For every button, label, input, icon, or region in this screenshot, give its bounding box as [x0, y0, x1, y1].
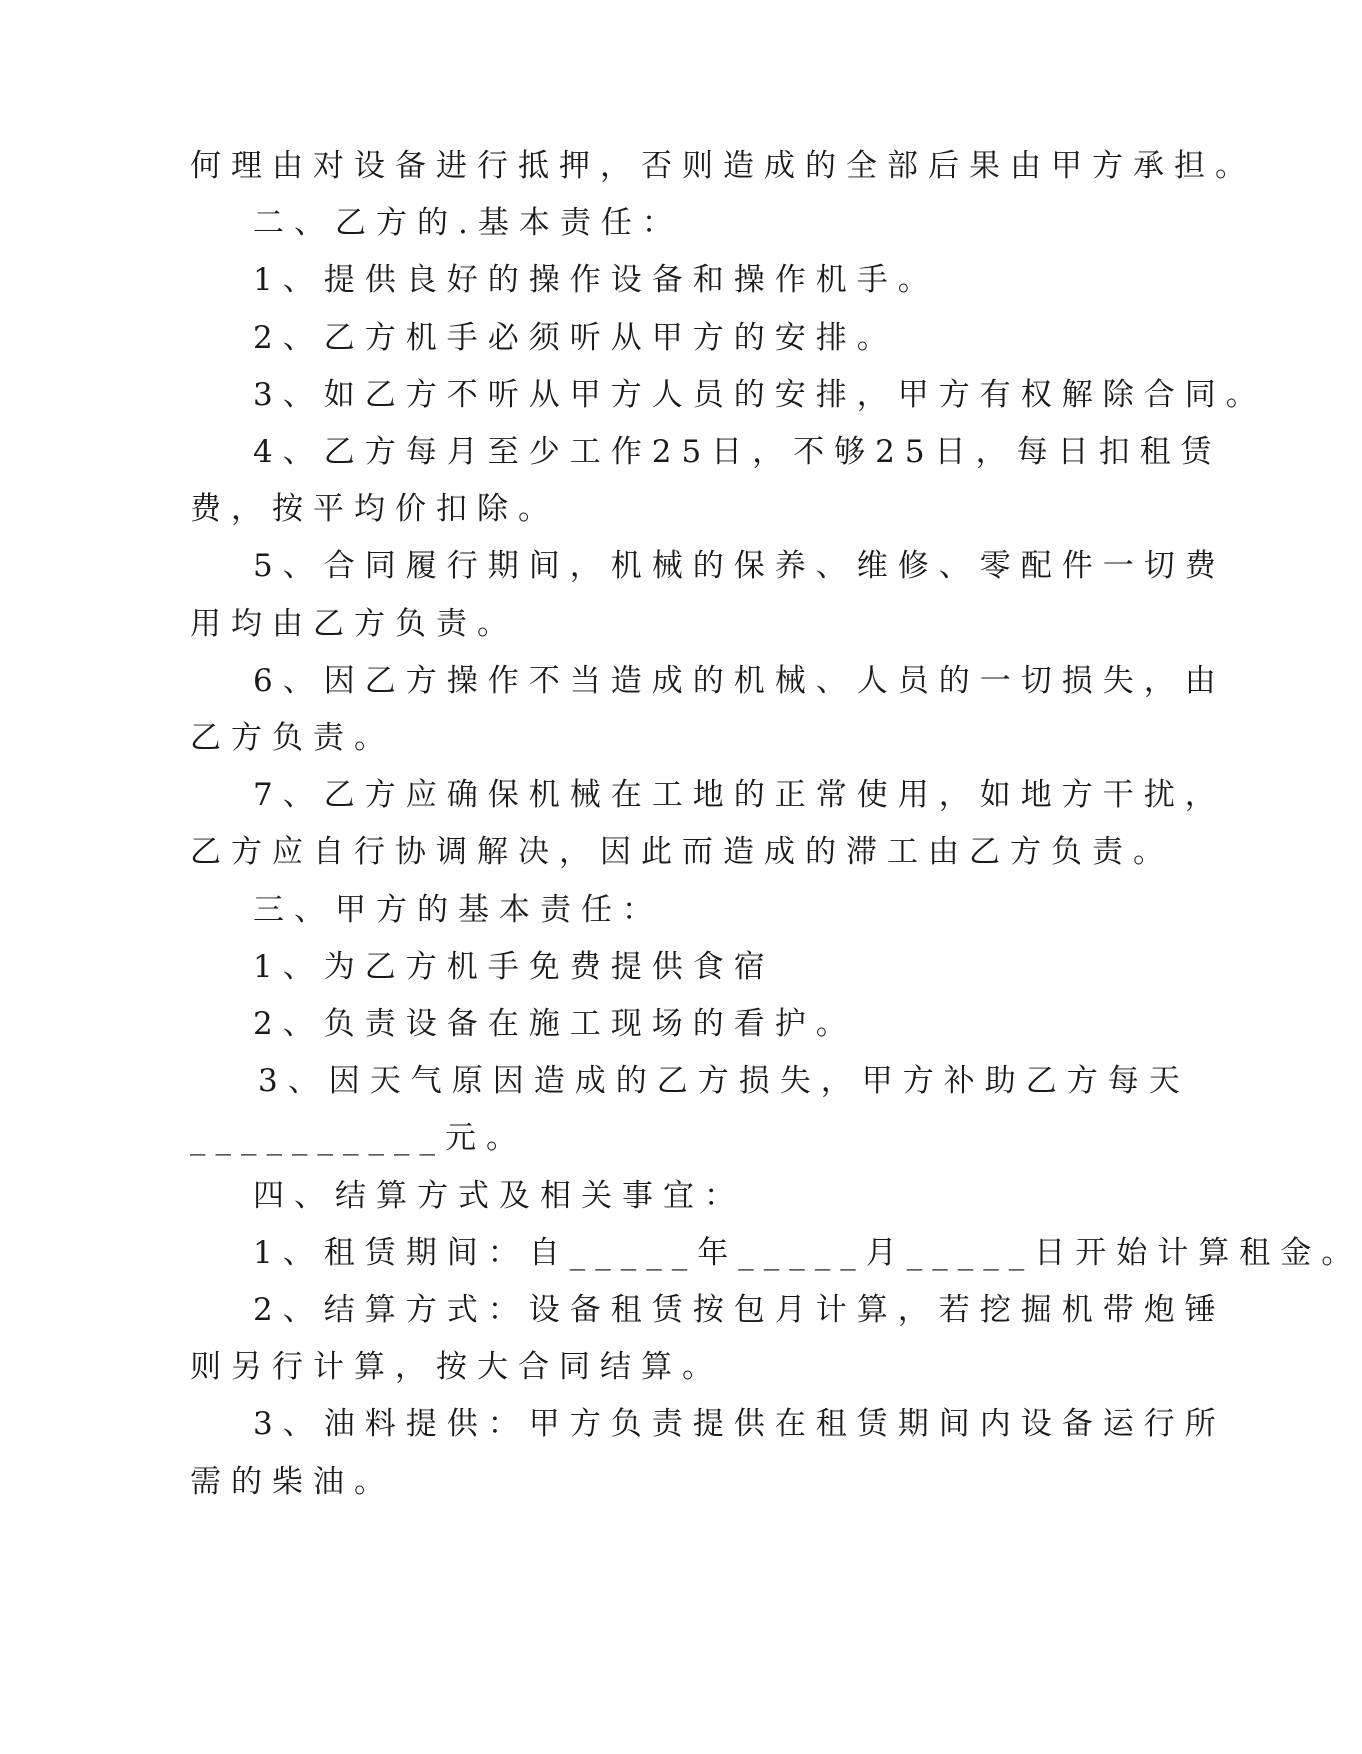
list-item: 3、油料提供：甲方负责提供在租赁期间内设备运行所: [253, 1406, 1226, 1442]
list-item: 2、结算方式：设备租赁按包月计算，若挖掘机带炮锤: [253, 1292, 1226, 1328]
text-line: 乙方负责。: [190, 720, 395, 756]
text-line: 用均由乙方负责。: [190, 606, 518, 642]
section-heading: 三、甲方的基本责任：: [253, 892, 663, 928]
text-line: 需的柴油。: [190, 1464, 395, 1500]
text-line: 费，按平均价扣除。: [190, 491, 559, 527]
list-item: 2、乙方机手必须听从甲方的安排。: [253, 320, 898, 356]
text-line: 则另行计算，按大合同结算。: [190, 1349, 723, 1385]
list-item: 3、如乙方不听从甲方人员的安排，甲方有权解除合同。: [253, 377, 1267, 413]
section-heading: 四、结算方式及相关事宜：: [253, 1178, 745, 1214]
list-item: 4、乙方每月至少工作25日，不够25日，每日扣租赁: [253, 434, 1222, 470]
list-item: 1、提供良好的操作设备和操作机手。: [253, 262, 939, 298]
text-line: 乙方应自行协调解决，因此而造成的滞工由乙方负责。: [190, 834, 1174, 870]
list-item: 3、因天气原因造成的乙方损失，甲方补助乙方每天: [258, 1063, 1190, 1099]
list-item: 2、负责设备在施工现场的看护。: [253, 1006, 857, 1042]
list-item: 5、合同履行期间，机械的保养、维修、零配件一切费: [253, 548, 1226, 584]
list-item: 1、租赁期间：自_____年_____月_____日开始计算租金。: [253, 1235, 1362, 1271]
list-item: 7、乙方应确保机械在工地的正常使用，如地方干扰，: [253, 777, 1226, 813]
list-item: 1、为乙方机手免费提供食宿: [253, 949, 775, 985]
text-line: 何理由对设备进行抵押，否则造成的全部后果由甲方承担。: [190, 148, 1256, 184]
text-line: __________元。: [190, 1120, 527, 1156]
section-heading: 二、乙方的.基本责任：: [253, 205, 683, 241]
list-item: 6、因乙方操作不当造成的机械、人员的一切损失，由: [253, 663, 1226, 699]
